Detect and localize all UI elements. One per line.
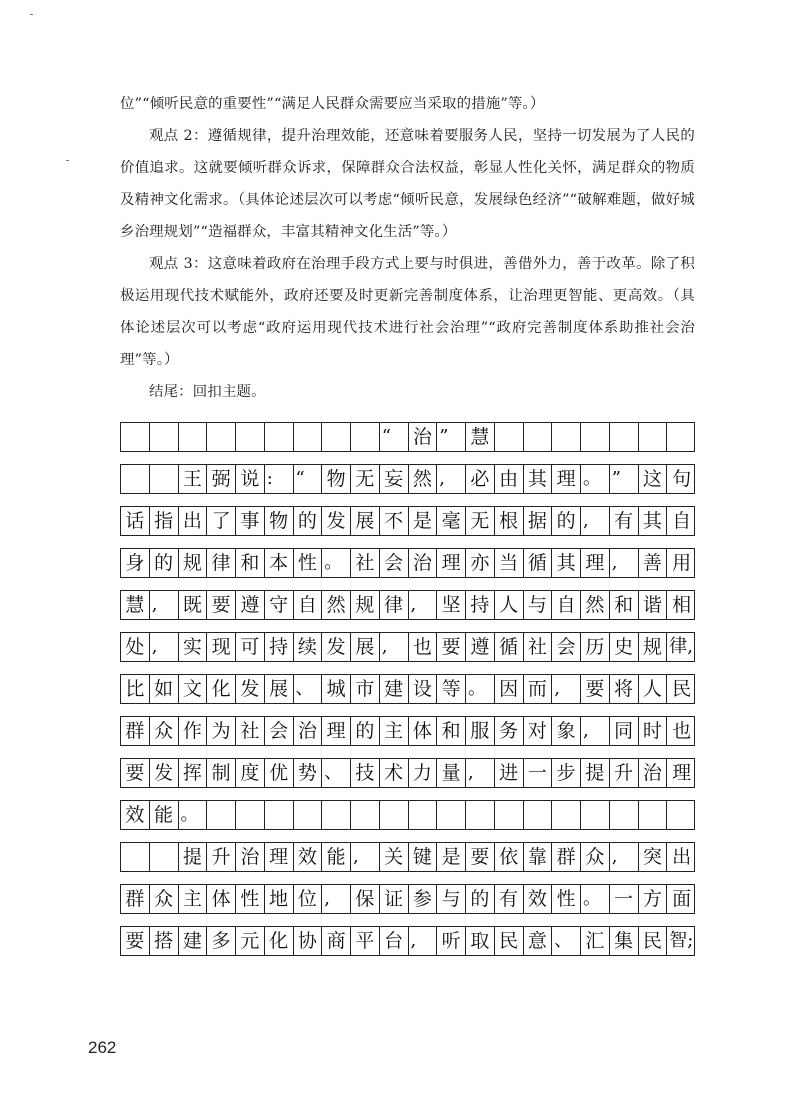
essay-grid-cell: 将 (610, 675, 639, 703)
essay-grid-cell: 史 (610, 633, 639, 661)
essay-grid-cell: 设 (409, 675, 438, 703)
essay-grid-cell (667, 801, 696, 829)
essay-grid-cell: 规 (639, 633, 668, 661)
essay-grid-row (120, 842, 695, 872)
essay-grid-cell: 。 (466, 675, 495, 703)
essay-grid-cell: 升 (610, 759, 639, 787)
essay-grid-cell: 参 (409, 885, 438, 913)
margin-mark (66, 160, 69, 161)
essay-grid-cell: 建 (380, 675, 409, 703)
essay-grid-cell: 用 (672, 551, 692, 574)
essay-grid-row (120, 590, 695, 620)
essay-grid-cell: 。 (581, 885, 610, 913)
essay-grid-cell: 王 (179, 465, 208, 493)
essay-grid-cell (150, 423, 179, 451)
essay-grid-cell: 出 (672, 845, 692, 868)
essay-grid-cell: 听 (437, 927, 466, 955)
essay-grid-cell: 依 (495, 843, 524, 871)
essay-grid-cell: 要 (207, 591, 236, 619)
essay-grid-cell (639, 423, 668, 451)
essay-grid-cell (466, 801, 495, 829)
essay-grid-cell: , (409, 927, 438, 955)
essay-grid-cell: 展 (351, 507, 380, 535)
essay-grid-cell: 这 (639, 465, 668, 493)
essay-grid-cell: 会 (265, 717, 294, 745)
essay-grid-paper (120, 422, 695, 968)
essay-grid-cell: 效 (294, 843, 323, 871)
essay-grid-cell: 据 (524, 507, 553, 535)
essay-grid-cell: 意 (524, 927, 553, 955)
essay-grid-cell: 台 (380, 927, 409, 955)
essay-grid-cell: 众 (581, 843, 610, 871)
essay-grid-cell: 群 (121, 717, 150, 745)
essay-grid-cell: 续 (294, 633, 323, 661)
essay-grid-cell: 群 (552, 843, 581, 871)
essay-grid-cell: 、 (294, 675, 323, 703)
essay-grid-cell: 协 (294, 927, 323, 955)
essay-grid-cell: 句 (672, 467, 692, 490)
essay-grid-cell: 可 (236, 633, 265, 661)
essay-grid-cell (495, 423, 524, 451)
essay-grid-cell: 一 (524, 759, 553, 787)
essay-grid-cell: 民 (672, 677, 692, 700)
essay-grid-cell: 技 (351, 759, 380, 787)
paragraph-ending: 结尾：回扣主题。 (149, 384, 266, 400)
essay-grid-cell: 律, (669, 636, 693, 657)
essay-grid-cell: 发 (236, 675, 265, 703)
essay-grid-cell: , (351, 843, 380, 871)
essay-grid-cell: 慧 (466, 423, 495, 451)
essay-grid-cell: 众 (150, 885, 179, 913)
essay-grid-cell: 一 (610, 885, 639, 913)
essay-grid-cell: 提 (581, 759, 610, 787)
answer-guide-text (120, 88, 695, 408)
essay-grid-cell: 元 (236, 927, 265, 955)
essay-grid-cell: 方 (639, 885, 668, 913)
margin-mark (30, 14, 33, 15)
essay-grid-cell: 说 (236, 465, 265, 493)
essay-grid-cell: 智; (669, 930, 694, 951)
essay-grid-row (120, 548, 695, 578)
essay-grid-cell: 自 (672, 509, 692, 532)
essay-grid-cell: 的 (552, 507, 581, 535)
essay-grid-cell: ” (610, 465, 639, 493)
essay-grid-cell: 理 (552, 465, 581, 493)
essay-grid-cell: 遵 (236, 591, 265, 619)
essay-grid-cell: 突 (639, 843, 668, 871)
essay-grid-cell: 步 (552, 759, 581, 787)
essay-grid-cell: 量 (437, 759, 466, 787)
essay-grid-cell (639, 801, 668, 829)
essay-grid-cell: 由 (495, 465, 524, 493)
essay-grid-cell: 既 (179, 591, 208, 619)
essay-grid-cell: 持 (466, 591, 495, 619)
essay-grid-cell (121, 465, 150, 493)
essay-grid-cell: 民 (495, 927, 524, 955)
essay-grid-cell: 有 (610, 507, 639, 535)
essay-grid-cell (322, 801, 351, 829)
essay-grid-cell: 术 (380, 759, 409, 787)
essay-grid-cell (121, 843, 150, 871)
essay-grid-cell: 。 (322, 549, 351, 577)
essay-grid-cell: 遵 (466, 633, 495, 661)
essay-grid-cell: 了 (207, 507, 236, 535)
essay-grid-cell (581, 801, 610, 829)
essay-grid-cell: 化 (265, 927, 294, 955)
essay-grid-cell: 现 (207, 633, 236, 661)
essay-grid-cell: 人 (495, 591, 524, 619)
essay-grid-cell: 社 (524, 633, 553, 661)
essay-grid-cell: 等 (437, 675, 466, 703)
essay-grid-cell: 人 (639, 675, 668, 703)
essay-grid-cell: 发 (150, 759, 179, 787)
essay-grid-cell: 律 (380, 591, 409, 619)
essay-grid-cell (265, 801, 294, 829)
essay-grid-cell: 对 (524, 717, 553, 745)
essay-grid-cell: 性 (294, 549, 323, 577)
essay-grid-cell: 谐 (639, 591, 668, 619)
essay-grid-cell: 能 (150, 801, 179, 829)
essay-grid-cell: : (265, 465, 294, 493)
essay-grid-cell: 作 (179, 717, 208, 745)
essay-grid-cell: 服 (466, 717, 495, 745)
essay-grid-cell: 物 (322, 465, 351, 493)
essay-grid-cell: 社 (351, 549, 380, 577)
essay-grid-cell: , (610, 843, 639, 871)
essay-grid-cell: 其 (524, 465, 553, 493)
essay-grid-cell: 治 (409, 423, 438, 451)
essay-grid-cell: 循 (495, 633, 524, 661)
essay-grid-cell (581, 423, 610, 451)
essay-grid-cell (437, 801, 466, 829)
essay-grid-cell: 和 (610, 591, 639, 619)
essay-grid-cell: 治 (409, 549, 438, 577)
essay-grid-cell (265, 423, 294, 451)
essay-grid-cell: 历 (581, 633, 610, 661)
essay-grid-cell: 无 (466, 507, 495, 535)
essay-grid-cell: 众 (150, 717, 179, 745)
essay-grid-cell: 慧 (121, 591, 150, 619)
essay-grid-cell: 根 (495, 507, 524, 535)
essay-grid-cell: 如 (150, 675, 179, 703)
essay-grid-cell (294, 801, 323, 829)
essay-grid-cell (294, 423, 323, 451)
essay-grid-cell: 的 (294, 507, 323, 535)
essay-grid-cell: 键 (409, 843, 438, 871)
essay-grid-cell (524, 801, 553, 829)
essay-grid-cell: 治 (639, 759, 668, 787)
essay-grid-cell: 理 (322, 717, 351, 745)
essay-grid-cell (610, 423, 639, 451)
essay-grid-cell (351, 423, 380, 451)
essay-grid-cell: 象 (552, 717, 581, 745)
essay-grid-cell: 力 (409, 759, 438, 787)
essay-grid-cell: 升 (207, 843, 236, 871)
essay-grid-cell: 社 (236, 717, 265, 745)
essay-grid-cell: 和 (437, 717, 466, 745)
essay-grid-cell: 展 (265, 675, 294, 703)
essay-grid-cell: 为 (207, 717, 236, 745)
essay-grid-cell: 时 (639, 717, 668, 745)
essay-grid-cell: 要 (581, 675, 610, 703)
essay-grid-cell: 也 (672, 719, 692, 742)
essay-grid-cell: 指 (150, 507, 179, 535)
essay-grid-cell: 本 (265, 549, 294, 577)
essay-grid-cell: 然 (409, 465, 438, 493)
essay-grid-cell: 建 (179, 927, 208, 955)
essay-grid-cell: 的 (150, 549, 179, 577)
essay-grid-cell (150, 843, 179, 871)
essay-grid-cell: 的 (351, 717, 380, 745)
essay-grid-cell: 要 (466, 843, 495, 871)
essay-grid-cell: , (322, 885, 351, 913)
essay-grid-cell: 制 (207, 759, 236, 787)
essay-grid-cell (207, 423, 236, 451)
essay-grid-cell: 当 (495, 549, 524, 577)
essay-grid-cell: 因 (495, 675, 524, 703)
essay-grid-cell (552, 423, 581, 451)
essay-grid-cell: 规 (179, 549, 208, 577)
essay-grid-cell: 的 (466, 885, 495, 913)
essay-grid-cell: 是 (409, 507, 438, 535)
essay-grid-cell: 循 (524, 549, 553, 577)
essay-grid-cell: 规 (351, 591, 380, 619)
essay-grid-cell: 发 (322, 507, 351, 535)
essay-grid-cell: 身 (121, 549, 150, 577)
essay-grid-cell: 进 (495, 759, 524, 787)
essay-grid-cell: 理 (672, 761, 692, 784)
essay-grid-cell: 善 (639, 549, 668, 577)
essay-grid-cell: 亦 (466, 549, 495, 577)
essay-grid-cell: , (437, 465, 466, 493)
essay-grid-cell: 物 (265, 507, 294, 535)
essay-grid-cell: 治 (236, 843, 265, 871)
essay-grid-cell: 发 (322, 633, 351, 661)
essay-grid-cell: 坚 (437, 591, 466, 619)
essay-grid-cell: 主 (380, 717, 409, 745)
essay-grid-cell: 多 (207, 927, 236, 955)
essay-grid-cell: 毫 (437, 507, 466, 535)
essay-grid-cell: 展 (351, 633, 380, 661)
essay-grid-row (120, 632, 695, 662)
essay-grid-cell: 然 (581, 591, 610, 619)
essay-grid-cell (150, 465, 179, 493)
essay-grid-cell: 无 (351, 465, 380, 493)
essay-grid-cell: , (581, 717, 610, 745)
essay-grid-cell: 务 (495, 717, 524, 745)
essay-grid-cell: 弼 (207, 465, 236, 493)
essay-grid-cell: 然 (322, 591, 351, 619)
essay-grid-cell: 治 (294, 717, 323, 745)
essay-grid-cell (179, 423, 208, 451)
essay-grid-row (120, 800, 695, 830)
essay-grid-cell: 度 (236, 759, 265, 787)
essay-grid-cell: , (380, 633, 409, 661)
essay-grid-cell: 理 (265, 843, 294, 871)
essay-grid-cell: 搭 (150, 927, 179, 955)
essay-grid-cell (667, 423, 696, 451)
essay-grid-cell: 理 (437, 549, 466, 577)
essay-grid-cell: 提 (179, 843, 208, 871)
essay-grid-row (120, 674, 695, 704)
essay-grid-row (120, 506, 695, 536)
essay-grid-cell (380, 801, 409, 829)
essay-grid-cell: “ (380, 423, 409, 451)
essay-grid-cell: 会 (380, 549, 409, 577)
essay-grid-cell: 关 (380, 843, 409, 871)
essay-grid-cell: 不 (380, 507, 409, 535)
essay-grid-cell: 相 (672, 593, 692, 616)
essay-grid-cell: , (150, 591, 179, 619)
essay-grid-cell: 文 (179, 675, 208, 703)
essay-grid-row (120, 422, 695, 452)
essay-grid-cell: “ (294, 465, 323, 493)
essay-grid-row (120, 758, 695, 788)
essay-grid-cell: 而 (524, 675, 553, 703)
essay-grid-cell (236, 423, 265, 451)
essay-grid-cell: , (466, 759, 495, 787)
essay-grid-cell: 地 (265, 885, 294, 913)
essay-grid-cell: 自 (552, 591, 581, 619)
essay-grid-cell: 和 (236, 549, 265, 577)
essay-grid-cell: 必 (466, 465, 495, 493)
essay-grid-cell: 实 (179, 633, 208, 661)
essay-grid-cell: 位 (294, 885, 323, 913)
essay-grid-cell: 化 (207, 675, 236, 703)
essay-grid-cell: 与 (524, 591, 553, 619)
essay-grid-cell: 话 (121, 507, 150, 535)
essay-grid-cell: 性 (236, 885, 265, 913)
essay-grid-cell: 民 (639, 927, 668, 955)
essay-grid-row (120, 716, 695, 746)
essay-grid-cell: 体 (207, 885, 236, 913)
essay-grid-cell: 。 (179, 801, 208, 829)
essay-grid-cell: , (552, 675, 581, 703)
essay-grid-cell: 会 (552, 633, 581, 661)
essay-grid-cell: 处 (121, 633, 150, 661)
essay-grid-row (120, 884, 695, 914)
essay-grid-cell: 妄 (380, 465, 409, 493)
essay-grid-cell (495, 801, 524, 829)
essay-grid-cell: 性 (552, 885, 581, 913)
essay-grid-cell (524, 423, 553, 451)
essay-grid-cell: 证 (380, 885, 409, 913)
essay-grid-cell: 、 (552, 927, 581, 955)
essay-grid-cell (121, 423, 150, 451)
essay-grid-cell: 体 (409, 717, 438, 745)
essay-grid-cell: 持 (265, 633, 294, 661)
essay-grid-cell: 要 (121, 927, 150, 955)
essay-grid-cell (610, 801, 639, 829)
essay-grid-cell: 汇 (581, 927, 610, 955)
essay-grid-row (120, 926, 695, 956)
essay-grid-cell: 出 (179, 507, 208, 535)
essay-grid-cell: 集 (610, 927, 639, 955)
essay-grid-cell: 面 (672, 887, 692, 910)
essay-grid-cell: 也 (409, 633, 438, 661)
paragraph-point-3: 观点 3：这意味着政府在治理手段方式上要与时俱进，善借外力，善于改革。除了积极运用现代技术赋能外，政府还要及时更新完善制度体系，让治理更智能、更高效。（具体论述层次可以考虑“政府运用现代技术进行社会治理”“政府完善制度体系助推社会治理”等。） (120, 256, 695, 368)
essay-grid-cell: 商 (322, 927, 351, 955)
essay-grid-cell: 守 (265, 591, 294, 619)
essay-grid-cell: 保 (351, 885, 380, 913)
paragraph-continuation: 位”“倾听民意的重要性”“满足人民群众需要应当采取的措施”等。） (120, 96, 545, 112)
essay-grid-cell (409, 801, 438, 829)
essay-grid-cell: 其 (639, 507, 668, 535)
essay-grid-cell: 其 (552, 549, 581, 577)
essay-grid-cell: 比 (121, 675, 150, 703)
essay-grid-cell: , (150, 633, 179, 661)
essay-grid-cell: 律 (207, 549, 236, 577)
essay-grid-cell: 是 (437, 843, 466, 871)
essay-grid-cell: 与 (437, 885, 466, 913)
essay-grid-cell: 群 (121, 885, 150, 913)
essay-grid-cell: 取 (466, 927, 495, 955)
essay-grid-cell: 要 (121, 759, 150, 787)
essay-grid-cell: 要 (437, 633, 466, 661)
essay-grid-cell: 理 (581, 549, 610, 577)
essay-grid-cell: 靠 (524, 843, 553, 871)
essay-grid-cell: 挥 (179, 759, 208, 787)
essay-grid-cell: 同 (610, 717, 639, 745)
essay-grid-cell: 事 (236, 507, 265, 535)
essay-grid-cell: 能 (322, 843, 351, 871)
page-number: 262 (88, 1038, 117, 1057)
essay-grid-cell: 优 (265, 759, 294, 787)
essay-grid-cell: 效 (524, 885, 553, 913)
essay-grid-cell: , (581, 507, 610, 535)
essay-grid-cell (322, 423, 351, 451)
essay-grid-cell (351, 801, 380, 829)
essay-grid-cell: 有 (495, 885, 524, 913)
essay-grid-cell: 势 (294, 759, 323, 787)
essay-grid-cell: 。 (581, 465, 610, 493)
essay-grid-row (120, 464, 695, 494)
essay-grid-cell: , (409, 591, 438, 619)
essay-grid-cell: 自 (294, 591, 323, 619)
essay-grid-cell: 效 (121, 801, 150, 829)
essay-grid-cell (207, 801, 236, 829)
essay-grid-cell: , (610, 549, 639, 577)
essay-grid-cell: 市 (351, 675, 380, 703)
essay-grid-cell: 、 (322, 759, 351, 787)
essay-grid-cell (552, 801, 581, 829)
paragraph-point-2: 观点 2：遵循规律，提升治理效能，还意味着要服务人民，坚持一切发展为了人民的价值追求。这就要倾听群众诉求，保障群众合法权益，彰显人性化关怀，满足群众的物质及精神文化需求。（具体论述层次可以考虑“倾听民意，发展绿色经济”“破解难题，做好城乡治理规划”“造福群众，丰富其精神文化生活”等。） (120, 128, 695, 240)
essay-grid-cell (236, 801, 265, 829)
essay-grid-cell: 平 (351, 927, 380, 955)
essay-grid-cell: 城 (322, 675, 351, 703)
essay-grid-cell: ” (437, 423, 466, 451)
essay-grid-cell: 主 (179, 885, 208, 913)
